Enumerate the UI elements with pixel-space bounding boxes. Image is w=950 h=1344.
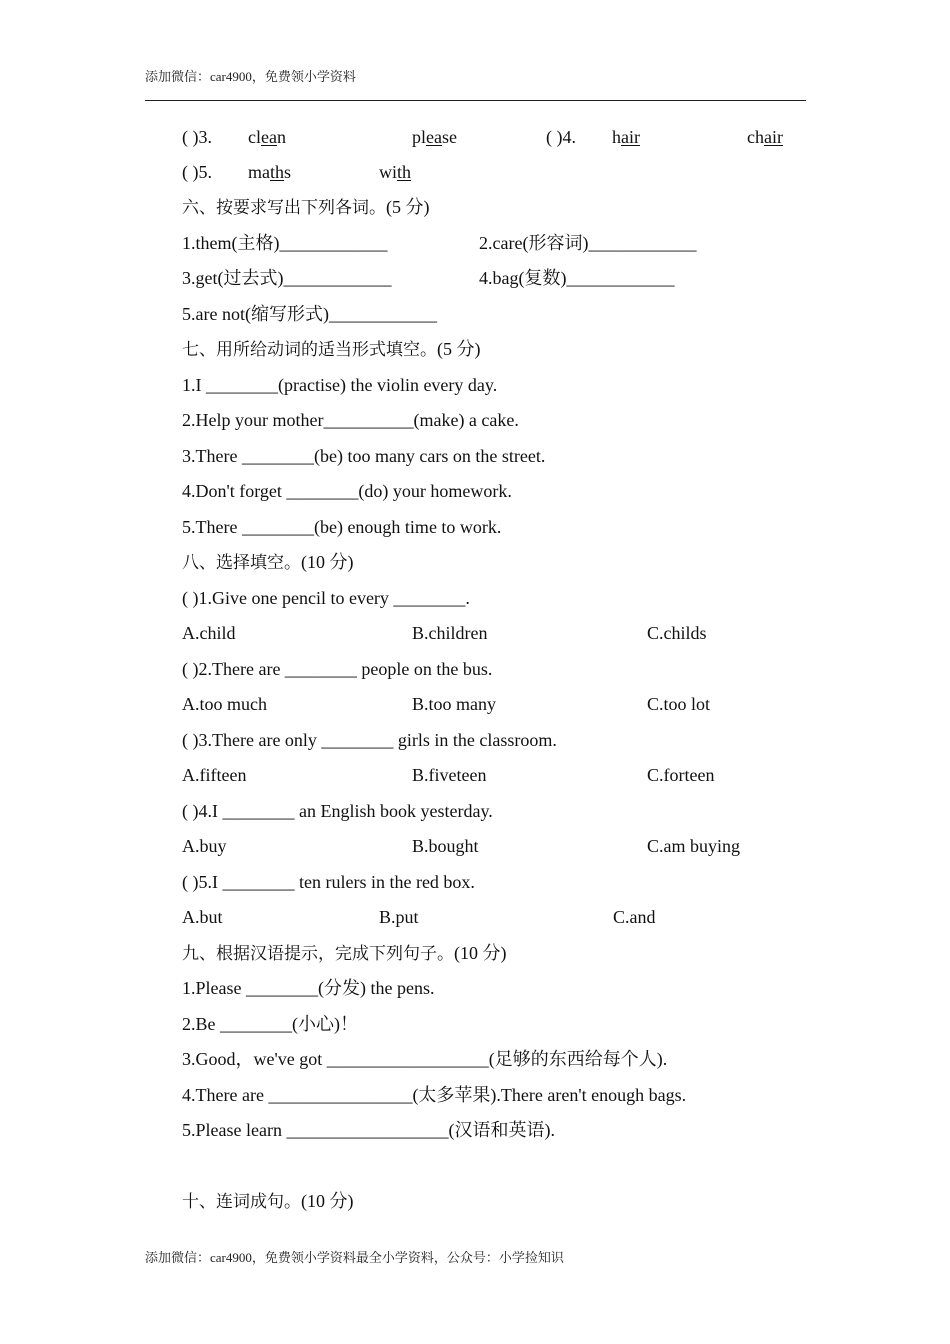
q3-paren: ( )3. [182,127,212,147]
q3-word-1: clean [248,127,286,147]
s8-question-1: ( )1.Give one pencil to every ________. [182,588,470,608]
option-a: A.but [182,907,223,927]
s7-item-1: 1.I ________(practise) the violin every day. [182,375,498,395]
q4-word-2: chair [747,127,783,147]
s9-item-2: 2.Be ________(小心)！ [182,1014,358,1034]
q5-word-1: maths [248,162,292,182]
s9-item-4: 4.There are ________________(太多苹果).There aren't enough bags. [182,1085,687,1105]
s9-item-5: 5.Please learn __________________(汉语和英语). [182,1120,555,1140]
section-8-heading: 八、选择填空。(10 分) [182,552,354,573]
option-a: A.child [182,623,236,643]
q5-paren: ( )5. [182,162,212,182]
option-b: B.bought [412,836,479,856]
section-9-heading: 九、根据汉语提示，完成下列句子。(10 分) [182,943,507,964]
s8-question-4: ( )4.I ________ an English book yesterday. [182,801,493,821]
s9-item-1: 1.Please ________(分发) the pens. [182,978,435,998]
option-b: B.too many [412,694,496,714]
option-c: C.am buying [647,836,740,856]
option-b: B.put [379,907,419,927]
s6-item-1: 1.them(主格)____________ [182,233,388,253]
section-6-heading: 六、按要求写出下列各词。(5 分) [182,197,430,218]
q4-paren: ( )4. [546,127,576,147]
page-footer-watermark: 添加微信：car4900，免费领小学资料最全小学资料，公众号：小学捡知识 [145,1250,564,1265]
option-a: A.too much [182,694,267,714]
s8-question-2: ( )2.There are ________ people on the bus. [182,659,493,679]
section-10-heading: 十、连词成句。(10 分) [182,1191,354,1212]
s8-question-3: ( )3.There are only ________ girls in the classroom. [182,730,557,750]
s9-item-3: 3.Good，we've got __________________(足够的东西给每个人). [182,1049,668,1069]
header-rule [145,100,806,101]
option-c: C.childs [647,623,707,643]
option-b: B.fiveteen [412,765,487,785]
option-a: A.fifteen [182,765,247,785]
page-header-watermark: 添加微信：car4900，免费领小学资料 [145,69,356,84]
s6-item-4: 4.bag(复数)____________ [479,268,675,288]
s6-item-2: 2.care(形容词)____________ [479,233,697,253]
option-a: A.buy [182,836,227,856]
s7-item-4: 4.Don't forget ________(do) your homework. [182,481,512,501]
s6-item-5: 5.are not(缩写形式)____________ [182,304,437,324]
section-7-heading: 七、用所给动词的适当形式填空。(5 分) [182,339,481,360]
q4-word-1: hair [612,127,640,147]
s6-item-3: 3.get(过去式)____________ [182,268,392,288]
option-c: C.too lot [647,694,711,714]
s7-item-3: 3.There ________(be) too many cars on the street. [182,446,546,466]
s8-question-5: ( )5.I ________ ten rulers in the red box. [182,872,475,892]
q5-word-2: with [379,162,412,182]
s7-item-5: 5.There ________(be) enough time to work. [182,517,502,537]
option-c: C.forteen [647,765,715,785]
option-c: C.and [613,907,656,927]
s7-item-2: 2.Help your mother__________(make) a cake. [182,410,519,430]
option-b: B.children [412,623,488,643]
q3-word-2: please [412,127,457,147]
